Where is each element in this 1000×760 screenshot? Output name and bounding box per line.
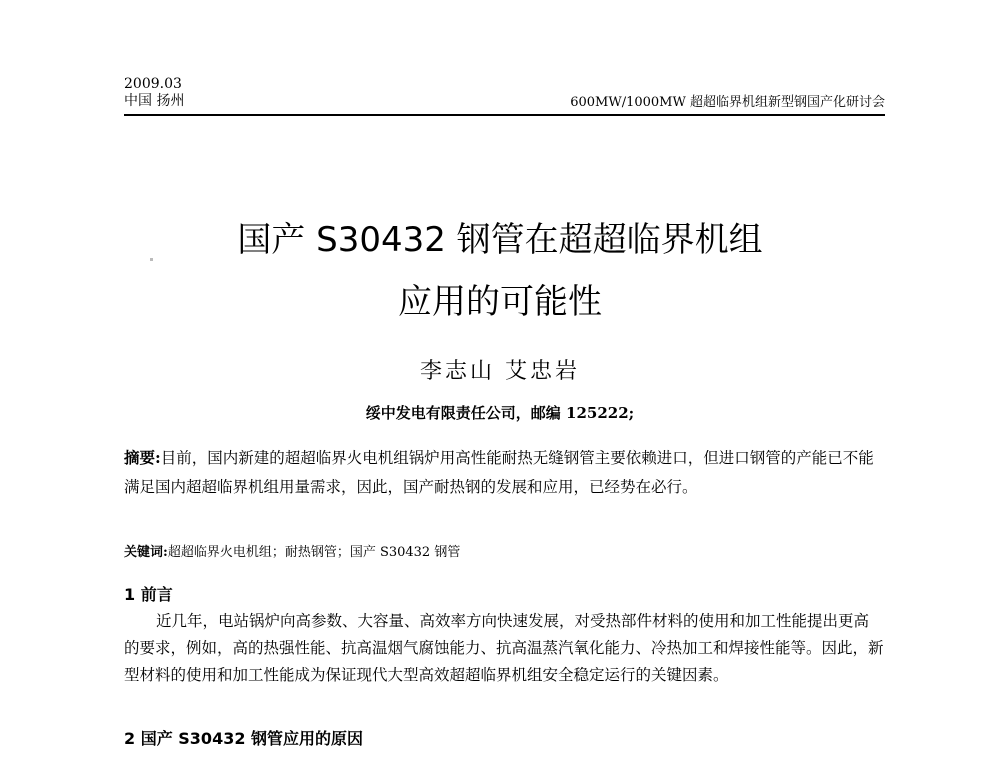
title-line-2: 应用的可能性 [398, 282, 602, 322]
keywords [124, 541, 884, 560]
keywords-label: 关键词: [124, 545, 168, 560]
title-line-1: 国产 S30432 钢管在超超临界机组 [237, 220, 763, 260]
section-1-body: 近几年，电站锅炉向高参数、大容量、高效率方向快速发展，对受热部件材料的使用和加工性能提出更高的要求，例如，高的热强性能、抗高温烟气腐蚀能力、抗高温蒸汽氧化能力、冷热加工和焊接性能等。因此，新型材料的使用和加工性能成为保证现代大型高效超超临界机组安全稳定运行的关键因素。 [124, 612, 884, 684]
abstract [124, 443, 884, 502]
header-conference: 600MW/1000MW 超超临界机组新型钢国产化研讨会 [570, 95, 885, 110]
abstract-label: 摘要: [124, 448, 161, 467]
header-date: 2009.03 [124, 76, 182, 92]
header-left [124, 76, 184, 110]
header-location: 中国 扬州 [124, 93, 185, 109]
authors: 李志山 艾忠岩 [420, 359, 580, 384]
section-1-heading: 1 前言 [124, 585, 173, 604]
header-rule [124, 114, 885, 116]
section-2-heading: 2 国产 S30432 钢管应用的原因 [124, 729, 364, 748]
abstract-text: 目前，国内新建的超超临界火电机组锅炉用高性能耐热无缝钢管主要依赖进口，但进口钢管的产能已不能满足国内超超临界机组用量需求，因此，国产耐热钢的发展和应用，已经势在必行。 [124, 449, 874, 496]
affiliation: 绥中发电有限责任公司，邮编 125222; [365, 404, 635, 422]
keywords-text: 超超临界火电机组；耐热钢管；国产 S30432 钢管 [167, 545, 461, 560]
